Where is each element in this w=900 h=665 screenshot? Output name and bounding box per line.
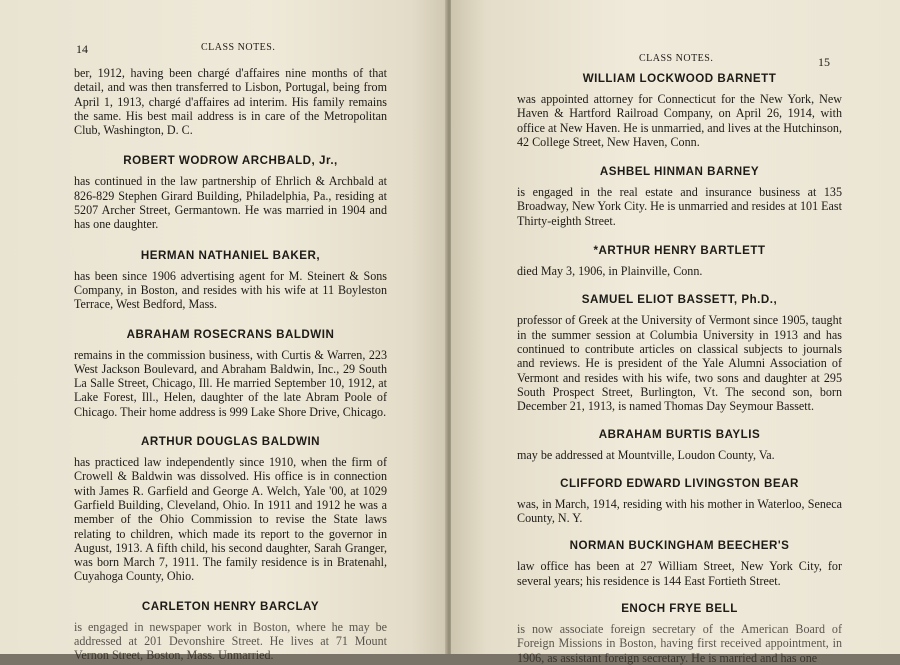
entry-text: law office has been at 27 William Street, New York City, for several years; his residence is 144 East Fortieth Street. [517,559,842,588]
right-column [517,72,842,665]
entry-text: died May 3, 1906, in Plainville, Conn. [517,264,703,279]
continued-paragraph: ber, 1912, having been chargé d'affaires nine months of that detail, and was then transferred to Lisbon, Portugal, being from April 1, 1913, chargé d'affaires ad interim. His family remains the same. His best mail address is in care of the Metropolitan Club, Washington, D. C. [74,66,387,138]
right-page [451,0,900,665]
entry-name: ARTHUR DOUGLAS BALDWIN [140,435,321,449]
entry-text: has been since 1906 advertising agent for M. Steinert & Sons Company, in Boston, and resides with his wife at 11 Boyleston Terrace, West Bedford, Mass. [74,268,387,312]
entry-text: is now associate foreign secretary of the American Board of Foreign Missions in Boston, having first received appointment, in 1906, as assistant foreign secretary. He is married and has one [517,621,842,665]
page-number: 14 [76,42,88,56]
entry-text: is engaged in newspaper work in Boston, where he may be addressed at 201 Devonshire Street. He lives at 71 Mount Vernon Street, Boston, Mass. Unmarried. [74,619,387,663]
running-header: CLASS NOTES. [639,53,714,64]
entry-name: *ARTHUR HENRY BARTLETT [593,244,766,258]
entry-text: may be addressed at Mountville, Loudon County, Va. [517,448,775,463]
entry-text: remains in the commission business, with Curtis & Warren, 223 West Jackson Boulevard, and Abraham Baldwin, Inc., 29 South La Salle Street, Chicago, Ill. He married September 10, 1912, at Lake Forest, Ill., Helen, daughter of the late Abram Poole of Chicago. Their home address is 999 Lake Shore Drive, Chicago. [74,347,387,419]
entry-name: ABRAHAM ROSECRANS BALDWIN [126,327,335,341]
entry-text: professor of Greek at the University of Vermont since 1905, taught in the summer session at Columbia University in 1913 and has continued to contribute articles on classical subjects to journals and reviews. He is president of the Yale Alumni Association of Vermont and resides with his wife, two sons and daughter at 295 South Prospect Street, Burlington, Vt. The second son, born December 21, 1913, is named Thomas Day Seymour Bassett. [517,313,842,414]
entry-text: has practiced law independently since 1910, when the firm of Crowell & Baldwin was dissolved. His office is in connection with James R. Garfield and George A. Welch, Yale '00, at 1029 Garfield Building, Cleveland, Ohio. In 1911 and 1912 he was a member of the Ohio Commission to revise the State laws relating to children, which made its report to the governor in August, 1913. A fifth child, his second daughter, Sarah Granger, was born March 7, 1911. The family residence is in Bratenahl, Cuyahoga County, Ohio. [74,455,387,584]
entry-name: CARLETON HENRY BARCLAY [141,599,320,613]
entry-text: is engaged in the real estate and insurance business at 135 Broadway, New York City. He is unmarried and resides at 101 East Thirty-eighth Street. [517,185,842,228]
entry-name: WILLIAM LOCKWOOD BARNETT [582,72,777,85]
entry-text: has continued in the law partnership of Ehrlich & Archbald at 826-829 Stephen Girard Building, Philadelphia, Pa., residing at 5207 Archer Street, Germantown. He was married in 1904 and has one daughter. [74,174,387,232]
entry-name: ASHBEL HINMAN BARNEY [599,165,760,179]
entry-name: ENOCH FRYE BELL [621,601,738,615]
entry-text: was appointed attorney for Connecticut for the New York, New Haven & Hartford Railroad Company, on April 26, 1914, with office at New Haven. He is unmarried, and lives at the Hutchinson, 42 College Street, New Haven, Conn. [517,92,842,149]
left-page [0,0,447,663]
running-header: CLASS NOTES. [201,42,276,53]
entry-name: HERMAN NATHANIEL BAKER, [140,248,321,262]
entry-name: ROBERT WODROW ARCHBALD, Jr., [123,154,338,168]
page-number: 15 [818,55,830,69]
entry-name: ABRAHAM BURTIS BAYLIS [598,428,761,442]
entry-name: NORMAN BUCKINGHAM BEECHER'S [569,539,790,553]
entry-name: CLIFFORD EDWARD LIVINGSTON BEAR [560,476,799,490]
left-column [74,66,387,663]
entry-text: was, in March, 1914, residing with his mother in Waterloo, Seneca County, N. Y. [517,496,842,526]
entry-name: SAMUEL ELIOT BASSETT, Ph.D., [581,293,778,307]
